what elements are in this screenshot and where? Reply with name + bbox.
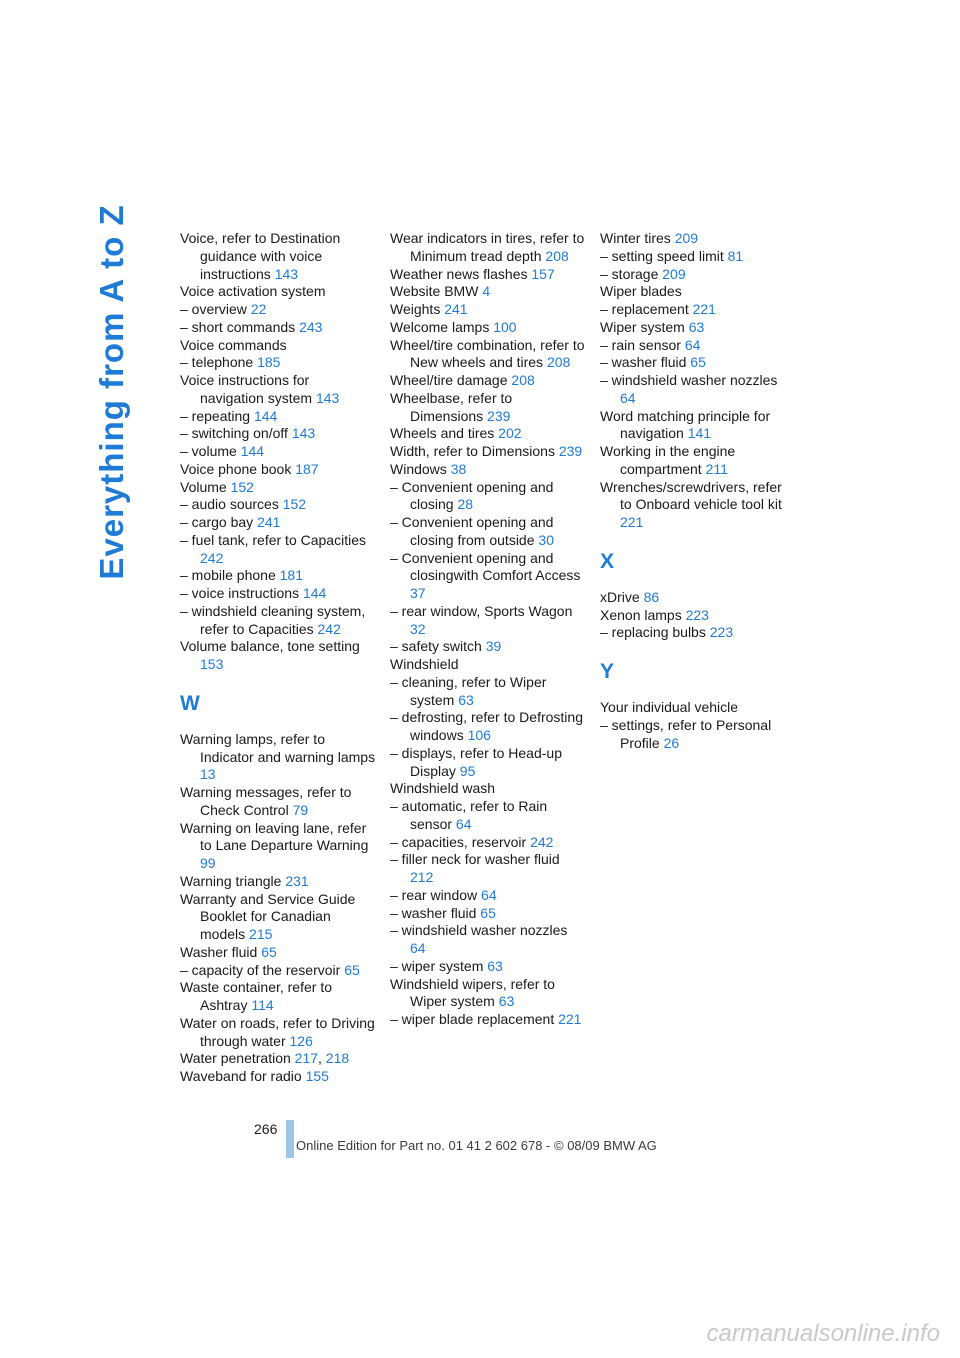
index-entry-text: Washer fluid — [180, 943, 258, 960]
index-entry — [390, 834, 586, 852]
index-entry-text: Warranty and Service Guide Booklet for Canadian models — [180, 890, 356, 942]
page-link[interactable]: 211 — [705, 460, 728, 477]
page-link[interactable]: 13 — [200, 766, 216, 783]
index-entry — [390, 461, 586, 479]
index-entry-text: Weights — [390, 301, 441, 317]
index-entry — [180, 319, 376, 337]
index-column-2 — [390, 230, 586, 1029]
index-entry-text: Windshield wipers, refer to Wiper system — [390, 975, 555, 1010]
footer-edition-text: Online Edition for Part no. 01 41 2 602 678 - © 08/09 BMW AG — [296, 1138, 657, 1153]
index-entry — [390, 674, 586, 710]
index-entry-text: Water on roads, refer to Driving through water — [180, 1014, 375, 1049]
index-entry — [600, 607, 796, 625]
page-link[interactable]: 30 — [538, 531, 554, 548]
page-link[interactable]: 223 — [709, 624, 734, 641]
page-link[interactable]: 64 — [410, 940, 426, 956]
index-entry-text: Winter tires — [600, 230, 671, 246]
page-link[interactable]: 126 — [289, 1032, 313, 1049]
index-entry — [600, 699, 796, 717]
index-entry — [180, 820, 376, 873]
page-link[interactable]: 100 — [493, 318, 517, 335]
page-link[interactable]: 157 — [531, 265, 555, 282]
index-entry — [390, 922, 586, 958]
index-entry-text: – overview — [180, 301, 247, 317]
page-link[interactable]: 65 — [261, 943, 277, 960]
index-column-3 — [600, 230, 796, 752]
index-entry-text: – washer fluid — [390, 904, 477, 921]
index-entry-text: – switching on/off — [180, 425, 288, 442]
page-link[interactable]: 143 — [315, 389, 340, 406]
index-entry-text: xDrive — [600, 588, 640, 605]
index-entry — [390, 638, 586, 656]
index-entry-text: Voice phone book — [180, 460, 292, 477]
index-letter-heading: W — [180, 691, 200, 715]
index-entry — [390, 958, 586, 976]
index-entry — [390, 319, 586, 337]
index-entry — [390, 905, 586, 923]
index-entry — [180, 603, 376, 639]
index-entry — [180, 461, 376, 479]
page-link[interactable]: 241 — [444, 301, 468, 317]
index-entry-text: Working in the engine compartment — [600, 443, 736, 477]
index-entry — [180, 1015, 376, 1051]
section-side-title-text: Everything from A to Z — [93, 204, 130, 580]
index-entry-text: Windshield wash — [390, 780, 496, 797]
footer-accent-bar — [286, 1120, 294, 1158]
index-entry — [600, 408, 796, 444]
index-letter-heading: Y — [600, 660, 615, 683]
index-entry-text: – windshield washer nozzles — [600, 372, 778, 388]
index-entry-text: – fuel tank, refer to Capacities — [180, 531, 366, 548]
index-entry — [600, 479, 796, 532]
index-entry-text: – windshield cleaning system, refer to Capacities — [180, 602, 366, 637]
index-entry-text: – Convenient opening and closing — [390, 478, 554, 513]
index-entry — [180, 230, 376, 283]
index-entry-text: Volume — [180, 478, 227, 495]
index-entry — [390, 851, 586, 887]
page-link[interactable]: 144 — [253, 407, 278, 424]
page-link[interactable]: 221 — [692, 301, 716, 317]
index-entry-text: – rain sensor — [600, 336, 681, 353]
page-link[interactable]: 181 — [279, 567, 303, 584]
index-entry — [180, 944, 376, 962]
index-entry — [180, 962, 376, 980]
page-link[interactable]: 39 — [485, 638, 502, 655]
page-link[interactable]: 208 — [546, 354, 571, 371]
index-entry — [180, 496, 376, 514]
page-link[interactable]: 114 — [251, 997, 274, 1013]
index-entry — [390, 283, 586, 301]
page-link[interactable]: 242 — [317, 620, 341, 637]
index-entry-text: – displays, refer to Head-up Display — [390, 744, 562, 779]
index-entry-text: – cleaning, refer to Wiper system — [390, 673, 547, 708]
page-link[interactable]: 86 — [643, 588, 660, 605]
index-entry-text: Volume balance, tone setting — [180, 638, 360, 655]
watermark-logo: carmanualsonline.info — [706, 1320, 940, 1347]
page-link[interactable]: 209 — [674, 230, 699, 246]
page-link[interactable]: 64 — [684, 336, 701, 353]
index-entry — [390, 709, 586, 745]
index-entry-text: – safety switch — [390, 638, 482, 655]
index-entry — [600, 319, 796, 337]
index-entry — [390, 301, 586, 319]
index-entry — [600, 283, 796, 301]
index-column-1 — [180, 230, 376, 1086]
page-link[interactable]: 242 — [200, 549, 224, 566]
index-entry-text: – settings, refer to Personal Profile — [600, 716, 772, 751]
index-entry — [600, 443, 796, 479]
index-entry — [600, 266, 796, 284]
index-entry-text: – replacement — [600, 301, 689, 317]
index-entry — [600, 230, 796, 248]
index-entry-text: Warning on leaving lane, refer to Lane Departure Warning — [180, 819, 369, 854]
index-entry-text: Word matching principle for navigation — [600, 407, 771, 442]
index-entry-text: Windshield — [390, 656, 459, 672]
page-link[interactable]: 223 — [685, 606, 709, 623]
page-link[interactable]: 106 — [467, 727, 491, 743]
page-link[interactable]: 38 — [450, 460, 467, 477]
index-entry — [390, 479, 586, 515]
page-link[interactable]: 22 — [250, 301, 267, 317]
index-entry — [390, 443, 586, 461]
index-entry-text: – setting speed limit — [600, 247, 724, 264]
index-entry-text: Waveband for radio — [180, 1068, 302, 1084]
page-link[interactable]: 28 — [457, 496, 474, 513]
page-link[interactable]: 63 — [487, 957, 503, 974]
page-link[interactable]: 231 — [285, 872, 309, 889]
page-link[interactable]: 152 — [282, 496, 307, 513]
index-entry-text: Windows — [390, 460, 447, 477]
page-link[interactable]: 143 — [291, 425, 316, 442]
index-entry — [180, 408, 376, 426]
page-link[interactable]: 217 — [294, 1050, 319, 1067]
index-entry-text: – repeating — [180, 407, 251, 424]
page-link[interactable]: 218 — [325, 1050, 350, 1067]
index-entry — [600, 717, 796, 753]
page-link[interactable]: 155 — [305, 1068, 329, 1084]
index-entry-text: – replacing bulbs — [600, 624, 706, 641]
page-link[interactable]: 32 — [410, 620, 426, 637]
page-link[interactable]: 239 — [487, 407, 511, 424]
index-entry — [390, 745, 586, 781]
index-entry-text: Warning messages, refer to Check Control — [180, 784, 352, 818]
index-entry-text: Wrenches/screwdrivers, refer to Onboard vehicle tool kit — [600, 478, 782, 513]
index-entry-text: – mobile phone — [180, 567, 276, 584]
index-entry-text: – wiper blade replacement — [390, 1011, 555, 1027]
index-entry — [390, 266, 586, 284]
page-link[interactable]: 243 — [299, 318, 323, 335]
index-entry-text: Wear indicators in tires, refer to Minimum tread depth — [390, 230, 585, 264]
index-entry — [600, 337, 796, 355]
index-entry — [180, 479, 376, 497]
index-entry — [180, 514, 376, 532]
index-entry-text: – Convenient opening and closingwith Comfort Access — [390, 549, 581, 584]
index-entry — [180, 301, 376, 319]
index-entry-text: Weather news flashes — [390, 265, 528, 282]
index-entry — [180, 784, 376, 820]
index-entry-text: Welcome lamps — [390, 318, 490, 335]
page-link[interactable]: 241 — [257, 514, 281, 530]
page-link[interactable]: 144 — [302, 585, 327, 601]
page-link[interactable]: 239 — [558, 443, 583, 459]
index-entry — [390, 514, 586, 550]
page-link[interactable]: 185 — [257, 354, 281, 371]
page-link[interactable]: 4 — [482, 283, 491, 300]
index-entry — [390, 550, 586, 603]
index-entry-text: – telephone — [180, 354, 254, 371]
index-entry — [180, 731, 376, 784]
index-entry — [390, 425, 586, 443]
index-entry-text: Wheel/tire damage — [390, 372, 508, 388]
index-entry — [180, 532, 376, 568]
page-link[interactable]: 99 — [200, 855, 216, 871]
index-entry — [180, 979, 376, 1015]
page-link[interactable]: 81 — [727, 247, 744, 264]
page-link[interactable]: 221 — [620, 514, 644, 530]
index-entry-text: – storage — [600, 265, 659, 282]
index-entry — [390, 1011, 586, 1029]
page-link[interactable]: 63 — [458, 691, 474, 708]
index-entry — [390, 337, 586, 373]
index-entry-text: – washer fluid — [600, 354, 687, 371]
index-entry-text: – voice instructions — [180, 585, 300, 601]
index-entry-text: Voice activation system — [180, 283, 326, 300]
index-entry-text: – filler neck for washer fluid — [390, 851, 560, 868]
index-entry — [390, 390, 586, 426]
page-link[interactable]: 37 — [410, 585, 426, 601]
page-link[interactable]: 63 — [688, 318, 705, 335]
index-entry — [390, 603, 586, 639]
page-link[interactable]: 153 — [200, 656, 224, 672]
index-entry — [180, 891, 376, 944]
page-link[interactable]: 141 — [687, 425, 712, 442]
index-entry-text: Waste container, refer to Ashtray — [180, 979, 332, 1013]
index-entry — [600, 589, 796, 607]
index-entry — [180, 638, 376, 674]
index-entry-text: Wiper blades — [600, 283, 682, 300]
page-link[interactable]: 64 — [620, 389, 636, 406]
index-entry: Water penetration 217, 218 — [180, 1050, 350, 1067]
index-entry-text: Width, refer to Dimensions — [390, 443, 555, 459]
index-entry — [390, 976, 586, 1012]
page-link[interactable]: 65 — [690, 354, 706, 371]
index-entry — [180, 425, 376, 443]
page-link[interactable]: 64 — [455, 815, 472, 832]
index-entry-text: – audio sources — [180, 496, 279, 513]
index-entry-text: Warning triangle — [180, 872, 282, 889]
page-link[interactable]: 208 — [511, 372, 535, 388]
index-entry-text: Xenon lamps — [600, 606, 682, 623]
page-link[interactable]: 143 — [274, 265, 299, 282]
page-link[interactable]: 144 — [240, 443, 265, 459]
page-link[interactable]: 65 — [344, 961, 360, 978]
index-entry — [390, 780, 586, 798]
index-entry-text: Your individual vehicle — [600, 699, 739, 715]
index-entry — [180, 354, 376, 372]
index-entry-text: – windshield washer nozzles — [390, 922, 568, 939]
index-entry-text: – wiper system — [390, 957, 484, 974]
index-entry-text: Voice commands — [180, 336, 287, 353]
index-entry — [180, 585, 376, 603]
index-entry — [180, 443, 376, 461]
page-link[interactable]: 187 — [295, 460, 319, 477]
index-entry — [600, 301, 796, 319]
page-link[interactable]: 212 — [410, 869, 434, 885]
index-entry-text: – rear window, Sports Wagon — [390, 602, 573, 619]
index-entry-text: – Convenient opening and closing from outside — [390, 514, 554, 548]
index-letter-heading: X — [600, 549, 615, 573]
index-entry-text: – capacity of the reservoir — [180, 961, 341, 978]
index-entry — [180, 873, 376, 891]
page-link[interactable]: 63 — [498, 993, 515, 1010]
index-entry — [390, 230, 586, 266]
index-entry — [180, 283, 376, 301]
index-entry — [390, 372, 586, 390]
page-link[interactable]: 26 — [663, 734, 680, 751]
index-entry-text: Warning lamps, refer to Indicator and warning lamps — [180, 730, 376, 765]
index-entry-text: Wheels and tires — [390, 425, 495, 442]
page-link[interactable]: 221 — [558, 1011, 582, 1027]
index-entry — [600, 354, 796, 372]
page-link[interactable]: 208 — [545, 247, 569, 264]
page-link[interactable]: 215 — [249, 926, 273, 942]
page-link[interactable]: 242 — [530, 833, 554, 850]
index-entry — [390, 798, 586, 834]
index-entry — [180, 1068, 376, 1086]
page-link[interactable]: 65 — [480, 904, 496, 921]
index-entry — [180, 337, 376, 355]
index-entry-text: Wiper system — [600, 318, 685, 335]
index-entry-text: – capacities, reservoir — [390, 833, 527, 850]
index-entry-text: Wheel/tire combination, refer to New wheels and tires — [390, 336, 585, 371]
index-entry-text: – automatic, refer to Rain sensor — [390, 798, 548, 832]
index-entry-text: – short commands — [180, 318, 296, 335]
index-entry-text: Voice instructions for navigation system — [180, 372, 313, 406]
index-entry-text: – volume — [180, 443, 237, 459]
page-link[interactable]: 64 — [481, 886, 497, 903]
page-link[interactable]: 152 — [230, 478, 254, 495]
index-entry — [390, 887, 586, 905]
page-link[interactable]: 202 — [498, 425, 522, 442]
index-entry-text: Voice, refer to Destination guidance with voice instructions — [180, 230, 341, 282]
page-link[interactable]: 79 — [292, 801, 309, 818]
index-entry-text: Water penetration — [180, 1050, 291, 1067]
index-entry-text: – rear window — [390, 886, 478, 903]
index-entry-text: Website BMW — [390, 283, 479, 300]
index-entry-text: – cargo bay — [180, 514, 254, 530]
index-entry — [180, 372, 376, 408]
page-link[interactable]: 95 — [459, 762, 476, 779]
index-entry — [600, 624, 796, 642]
index-entry — [600, 372, 796, 408]
page-number: 266 — [254, 1121, 278, 1137]
page-link[interactable]: 209 — [662, 265, 686, 282]
index-entry — [180, 567, 376, 585]
index-entry-text: – defrosting, refer to Defrosting windows — [390, 709, 583, 743]
index-entry — [390, 656, 586, 674]
index-entry-text: Wheelbase, refer to Dimensions — [390, 389, 513, 424]
index-entry — [600, 248, 796, 266]
